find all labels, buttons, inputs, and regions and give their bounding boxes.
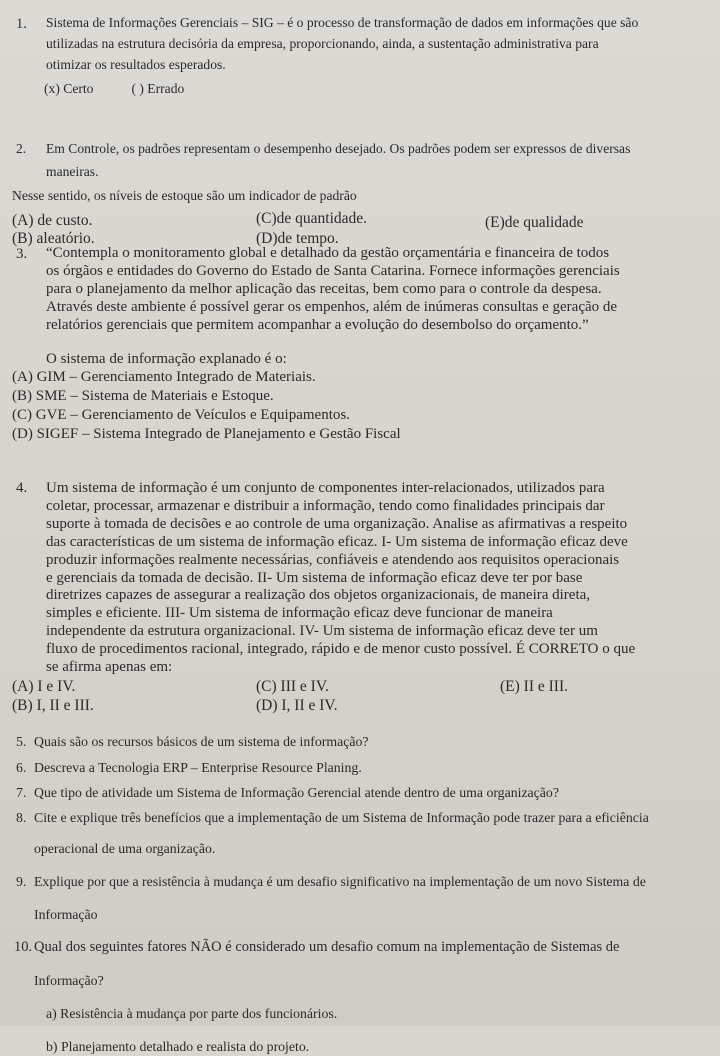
question-text: produzir informações realmente necessárias, confiáveis e atendendo aos requisitos operacionais [46,551,620,568]
short-questions [0,732,720,1056]
option-d[interactable]: (D) SIGEF – Sistema Integrado de Planejamento e Gestão Fiscal [12,426,401,442]
question-text: utilizadas na estrutura decisória da empresa, proporcionando, ainda, a sustentação administrativa para [46,36,599,51]
question-9 [0,872,720,891]
quote-line: Através deste ambiente é possível gerar os empenhos, além de inúmeras consultas e geração de [46,299,618,315]
question-text: fluxo de procedimentos racional, integrado, rápido e de menor custo possível. É CORRETO o que [46,641,636,658]
question-text: Qual dos seguintes fatores NÃO é considerado um desafio comum na implementação de Sistemas de [34,939,620,955]
question-number: 6. [16,760,27,775]
question-text: coletar, processar, armazenar e distribuir a informação, tendo como finalidades principais dar [46,497,605,514]
question-text: Descreva a Tecnologia ERP – Enterprise Resource Planing. [34,760,362,775]
question-text: Quais são os recursos básicos de um sistema de informação? [34,734,369,749]
question-10 [0,938,720,957]
question-2 [0,140,720,253]
question-8-cont [0,839,720,858]
option-c[interactable]: (C) GVE – Gerenciamento de Veículos e Equipamentos. [12,407,350,423]
option-certo[interactable]: (x) Certo [44,81,94,96]
option-c[interactable]: (C) III e IV. [256,677,329,695]
question-7 [0,783,720,802]
question-4 [0,480,710,717]
question-6 [0,758,720,777]
question-text: maneiras. [46,164,99,179]
option-b[interactable]: (B) SME – Sistema de Materiais e Estoque. [12,388,274,404]
question-text: Sistema de Informações Gerenciais – SIG – é o processo de transformação de dados em informações que são [46,15,639,30]
question-text: Cite e explique três benefícios que a implementação de um Sistema de Informação pode trazer para a eficiência [34,810,649,825]
question-5 [0,732,720,751]
question-number: 10. [14,939,33,955]
option-e[interactable]: (E) II e III. [500,677,568,695]
option-a[interactable] [0,1004,720,1023]
quote-line: para o planejamento da melhor aplicação das receitas, bem como para o controle da despesa. [46,281,602,297]
option-d[interactable]: (D)de tempo. [256,230,339,247]
option-a[interactable]: (A) I e IV. [12,677,76,695]
question-text: Informação? [34,973,104,988]
question-number: 5. [16,734,27,749]
option-d[interactable]: (D) I, II e IV. [256,696,338,714]
option-text: b) Planejamento detalhado e realista do projeto. [46,1039,310,1054]
option-b[interactable] [0,1037,720,1056]
question-text: Explique por que a resistência à mudança é um desafio significativo na implementação de um novo Sistema de [34,874,646,889]
question-text: operacional de uma organização. [34,841,216,856]
option-e[interactable]: (E)de qualidade [485,214,584,231]
option-a[interactable]: (A) GIM – Gerenciamento Integrado de Materiais. [12,369,316,385]
question-text: diretrizes capazes de assegurar a realização dos objetos organizacionais, de maneira direta, [46,587,591,604]
question-prompt: O sistema de informação explanado é o: [46,351,287,367]
question-number: 1. [16,16,27,32]
question-9-cont [0,905,720,924]
quote-line: relatórios gerenciais que permitem acompanhar a evolução do desembolso do orçamento.” [46,317,589,333]
question-10-cont [0,971,720,990]
question-3 [0,244,720,444]
question-number: 4. [16,480,28,496]
question-number: 2. [16,141,27,156]
quote-line: “Contempla o monitoramento global e detalhado da gestão orçamentária e financeira de todos [46,245,610,261]
option-b[interactable]: (B) aleatório. [12,230,95,247]
question-text: das características de um sistema de informação eficaz. I- Um sistema de informação eficaz deve [46,533,628,550]
option-errado[interactable]: ( ) Errado [131,81,185,96]
question-text: Em Controle, os padrões representam o desempenho desejado. Os padrões podem ser expressos de diversas [46,141,631,156]
option-c[interactable]: (C)de quantidade. [256,210,368,227]
question-number: 8. [16,810,27,825]
question-text: Um sistema de informação é um conjunto de componentes inter-relacionados, utilizados para [46,480,605,496]
option-a[interactable]: (A) de custo. [12,212,93,229]
question-8 [0,808,720,827]
question-text: e gerenciais da tomada de decisão. II- Um sistema de informação eficaz deve ter por base [46,569,583,586]
question-1 [0,14,720,98]
question-number: 7. [16,785,27,800]
question-body [0,480,710,677]
option-text: a) Resistência à mudança por parte dos funcionários. [46,1006,338,1021]
question-text: suporte à tomada de decisões e ao controle de uma organização. Analise as afirmativas a respeito [46,515,628,532]
question-text: Informação [34,907,98,922]
question-text: independente da estrutura organizacional. IV- Um sistema de informação eficaz deve ter um [46,623,598,640]
question-text: se afirma apenas em: [46,659,173,676]
question-text: Nesse sentido, os níveis de estoque são um indicador de padrão [12,188,357,203]
question-text: otimizar os resultados esperados. [46,57,226,72]
option-b[interactable]: (B) I, II e III. [12,696,94,714]
question-text: simples e eficiente. III- Um sistema de informação eficaz deve funcionar de maneira [46,605,553,622]
question-number: 9. [16,874,27,889]
question-number: 3. [16,246,28,262]
question-text: Que tipo de atividade um Sistema de Informação Gerencial atende dentro de uma organização? [34,785,559,800]
quote-line: os órgãos e entidades do Governo do Estado de Santa Catarina. Fornece informações gerenciais [46,263,620,279]
